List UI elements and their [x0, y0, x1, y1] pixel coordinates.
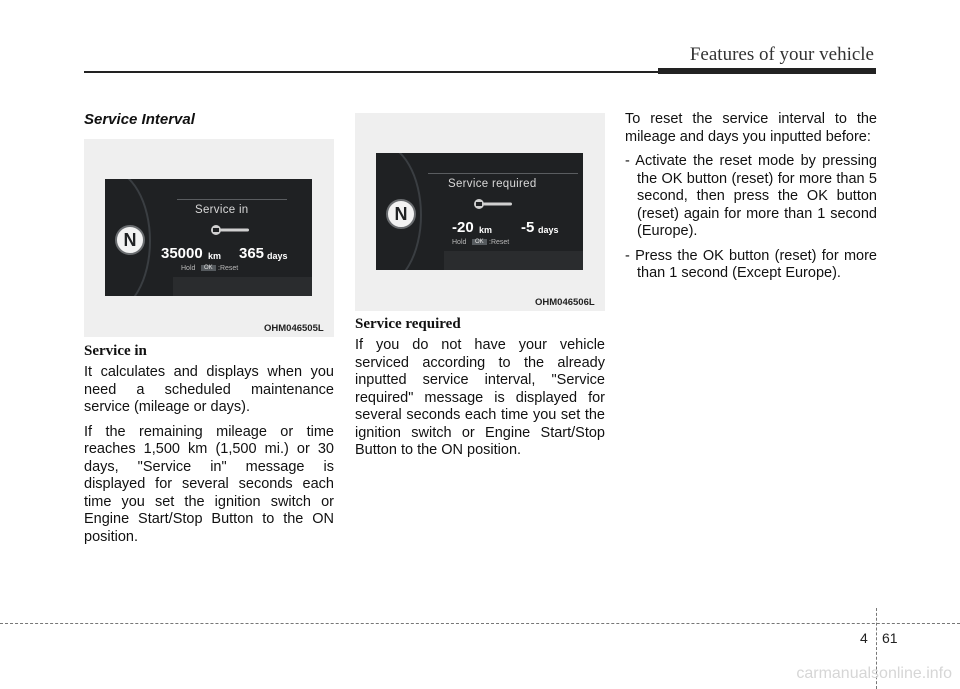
right-body — [625, 111, 877, 290]
distance-unit: km — [479, 225, 493, 235]
ok-button-glyph: OK — [201, 265, 216, 271]
reset-label: :Reset — [489, 239, 510, 246]
distance-unit: km — [208, 251, 222, 261]
days-unit: days — [267, 251, 288, 261]
cluster-screen — [376, 153, 583, 270]
gear-indicator: N — [386, 199, 416, 229]
wrench-icon — [209, 223, 251, 237]
paragraph: If you do not have your vehicle serviced according to the already inputted service interval, "Service required" message is displayed for several seconds each time you set the ignition switch or Engine Start/Stop Button to the ON position. — [355, 337, 605, 458]
hold-label: Hold — [181, 265, 196, 272]
running-header: Features of your vehicle — [689, 44, 874, 65]
figure-code: OHM046505L — [264, 323, 324, 334]
footer-rule — [0, 623, 960, 624]
distance-value: -20 — [452, 219, 474, 236]
ok-button-glyph: OK — [472, 239, 487, 245]
page-number: 61 — [882, 630, 898, 646]
left-body — [84, 364, 334, 553]
paragraph: To reset the service interval to the mileage and days you inputted before: — [625, 111, 877, 145]
subheading-service-in: Service in — [84, 343, 147, 359]
watermark: carmanualsonline.info — [796, 665, 952, 682]
bullet-item: - Press the OK button (reset) for more than 1 second (Except Europe). — [625, 247, 877, 281]
wrench-icon — [472, 197, 514, 211]
figure-code: OHM046506L — [535, 297, 595, 308]
bullet-item: - Activate the reset mode by pressing the OK button (reset) for more than 5 second, then press the OK button (reset) again for more than 1 second (Europe). — [625, 153, 877, 239]
screen-lower-bar — [173, 277, 312, 296]
screen-title: Service required — [448, 178, 537, 190]
chapter-number: 4 — [860, 630, 868, 646]
screen-title: Service in — [195, 204, 249, 216]
cluster-figure-service-required — [355, 113, 605, 311]
reset-label: :Reset — [218, 265, 239, 272]
cluster-screen — [105, 179, 312, 296]
distance-value: 35000 — [161, 245, 203, 262]
subheading-service-required: Service required — [355, 316, 461, 332]
screen-divider — [177, 199, 287, 200]
days-value: 365 — [239, 245, 265, 262]
header-rule-accent — [658, 68, 876, 74]
section-title: Service Interval — [84, 111, 195, 128]
gear-indicator: N — [115, 225, 145, 255]
paragraph: If the remaining mileage or time reaches 1,500 km (1,500 mi.) or 30 days, "Service in" message is displayed for several seconds each time you set the ignition switch or Engine Start/Stop Button to the ON position. — [84, 423, 334, 545]
screen-lower-bar — [444, 251, 583, 270]
cluster-figure-service-in — [84, 139, 334, 337]
paragraph: It calculates and displays when you need a scheduled maintenance service (mileage or days). — [84, 364, 334, 415]
middle-body — [355, 337, 605, 467]
hold-label: Hold — [452, 239, 467, 246]
days-value: -5 — [521, 219, 535, 236]
days-unit: days — [538, 225, 559, 235]
screen-divider — [428, 173, 578, 174]
header-rule — [84, 71, 658, 73]
